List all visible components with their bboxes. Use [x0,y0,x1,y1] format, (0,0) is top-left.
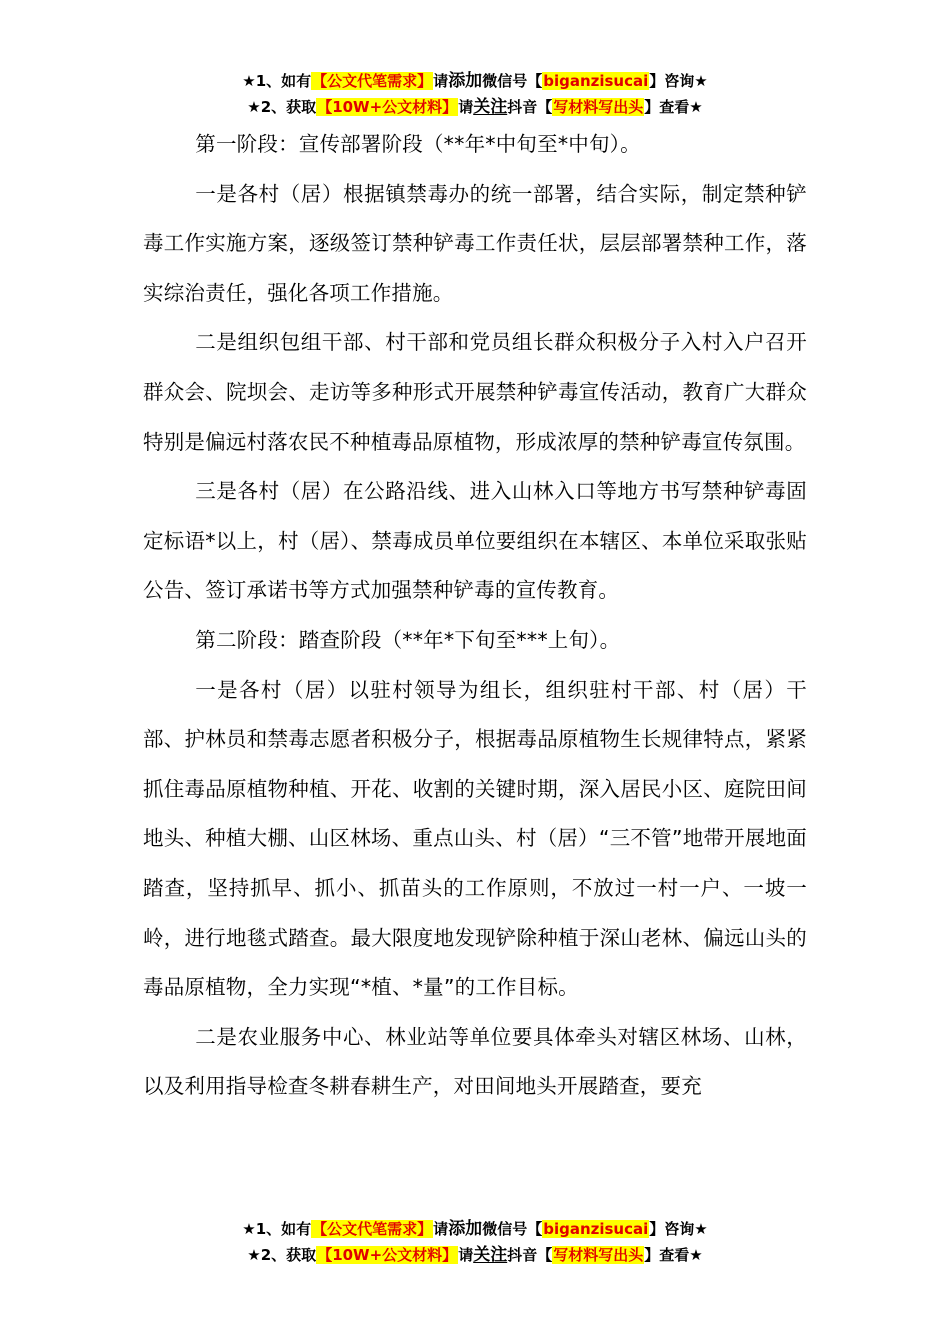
paragraph-stage-2-heading: 第二阶段：踏查阶段（**年*下旬至***上旬）。 [195,627,621,652]
banner-line-1: ★1、如有【公文代笔需求】请添加微信号【biganzisucai】咨询★ [242,71,708,91]
footer-banner [0,1216,950,1268]
document-body [143,120,807,1112]
paragraph: 二是农业服务中心、林业站等单位要具体牵头对辖区林场、山林，以及利用指导检查冬耕春耕生产，对田间地头开展踏查，要充 [143,1024,807,1099]
paragraph: 二是组织包组干部、村干部和党员组长群众积极分子入村入户召开群众会、院坝会、走访等多种形式开展禁种铲毒宣传活动，教育广大群众特别是偏远村落农民不种植毒品原植物，形成浓厚的禁种铲毒宣传氛围。 [143,330,807,454]
paragraph: 一是各村（居）以驻村领导为组长，组织驻村干部、村（居）干部、护林员和禁毒志愿者积极分子，根据毒品原植物生长规律特点，紧紧抓住毒品原植物种植、开花、收割的关键时期，深入居民小区、庭院田间地头、种植大棚、山区林场、重点山头、村（居）“三不管”地带开展地面踏查，坚持抓早、抓小、抓苗头的工作原则，不放过一村一户、一坡一岭，进行地毯式踏查。最大限度地发现铲除种植于深山老林、偏远山头的毒品原植物，全力实现“*植、*量”的工作目标。 [143,677,807,1000]
highlight-wechat-id: biganzisucai [543,72,649,90]
header-banner [0,68,950,120]
paragraph-stage-1-heading: 第一阶段：宣传部署阶段（**年*中旬至*中旬）。 [195,132,641,156]
paragraph: 一是各村（居）根据镇禁毒办的统一部署，结合实际，制定禁种铲毒工作实施方案，逐级签订禁种铲毒工作责任状，层层部署禁种工作，落实综治责任，强化各项工作措施。 [143,181,807,305]
highlight-service: 【公文代笔需求】 [312,1220,433,1238]
paragraph: 三是各村（居）在公路沿线、进入山林入口等地方书写禁种铲毒固定标语*以上，村（居）、禁毒成员单位要组织在本辖区、本单位采取张贴公告、签订承诺书等方式加强禁种铲毒的宣传教育。 [143,479,807,603]
highlight-douyin-id: 写材料写出头 [553,1246,644,1264]
banner-line-2: ★2、获取【10W+公文材料】请关注抖音【写材料写出头】查看★ [247,97,703,117]
banner-line-2: ★2、获取【10W+公文材料】请关注抖音【写材料写出头】查看★ [247,1245,703,1265]
banner-line-1: ★1、如有【公文代笔需求】请添加微信号【biganzisucai】咨询★ [242,1219,708,1239]
highlight-materials: 【10W+公文材料】 [317,98,458,116]
highlight-wechat-id: biganzisucai [543,1220,649,1238]
highlight-service: 【公文代笔需求】 [312,72,433,90]
highlight-materials: 【10W+公文材料】 [317,1246,458,1264]
highlight-douyin-id: 写材料写出头 [553,98,644,116]
